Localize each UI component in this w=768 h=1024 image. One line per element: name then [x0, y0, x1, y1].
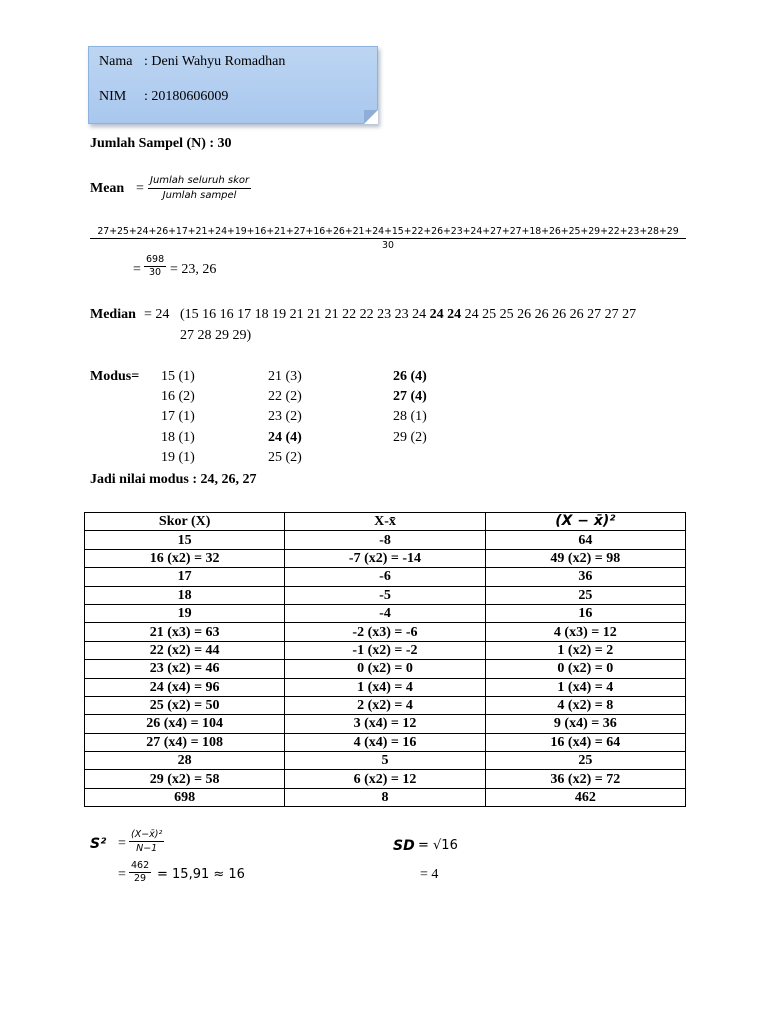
modus-conclusion: Jadi nilai modus : 24, 26, 27 [90, 472, 257, 487]
squared-deviation-cell: 0 (x2) = 0 [485, 660, 685, 678]
sd-result: = 4 [420, 867, 439, 882]
variance-label: S² [90, 836, 107, 852]
skor-cell: 25 (x2) = 50 [85, 696, 285, 714]
table-row [85, 531, 686, 549]
nama-value: : Deni Wahyu Romadhan [144, 54, 286, 69]
skor-cell: 27 (x4) = 108 [85, 733, 285, 751]
table-row [85, 752, 686, 770]
table-row [85, 715, 686, 733]
variance-formula-numerator: (X−x̄)² [131, 829, 163, 840]
deviation-cell: 1 (x4) = 4 [285, 678, 485, 696]
squared-deviation-cell: 16 [485, 604, 685, 622]
table-row [85, 660, 686, 678]
variance-result-numerator: 462 [131, 860, 150, 871]
mean-result-numerator: 698 [146, 254, 165, 265]
variance-result-fraction [129, 860, 151, 885]
mean-result: = 23, 26 [170, 262, 217, 277]
col-header-deviation: X-x̄ [285, 513, 485, 531]
modus-item: 19 (1) [161, 450, 195, 465]
mean-sum-fraction [90, 225, 686, 252]
deviation-table [84, 512, 686, 807]
median-seq-before: (15 16 16 17 18 19 21 21 21 22 22 23 23 24 [180, 307, 430, 322]
col-header-skor: Skor (X) [85, 513, 285, 531]
skor-cell: 19 [85, 604, 285, 622]
squared-deviation-cell: 36 (x2) = 72 [485, 770, 685, 788]
deviation-cell: 3 (x4) = 12 [285, 715, 485, 733]
sample-size: Jumlah Sampel (N) : 30 [90, 136, 232, 151]
variance-formula-denominator: N−1 [129, 841, 164, 855]
skor-cell: 15 [85, 531, 285, 549]
skor-cell: 28 [85, 752, 285, 770]
mean-formula-denominator: Jumlah sampel [148, 188, 251, 203]
table-header-row [85, 513, 686, 531]
median-value: = 24 [144, 307, 170, 322]
modus-item: 18 (1) [161, 430, 195, 445]
modus-item-highlight: 27 (4) [393, 389, 427, 404]
deviation-cell: 6 (x2) = 12 [285, 770, 485, 788]
squared-deviation-cell: 16 (x4) = 64 [485, 733, 685, 751]
skor-cell: 22 (x2) = 44 [85, 641, 285, 659]
table-total-row [85, 788, 686, 806]
nama-label: Nama [99, 54, 133, 69]
skor-cell: 21 (x3) = 63 [85, 623, 285, 641]
variance-result: = 15,91 ≈ 16 [157, 867, 245, 882]
median-sequence-line2: 27 28 29 29) [180, 328, 252, 343]
modus-item: 16 (2) [161, 389, 195, 404]
skor-cell: 29 (x2) = 58 [85, 770, 285, 788]
deviation-cell: 2 (x2) = 4 [285, 696, 485, 714]
deviation-cell: -4 [285, 604, 485, 622]
table-body [85, 531, 686, 807]
mean-result-denominator: 30 [144, 266, 166, 279]
table-row [85, 733, 686, 751]
skor-cell: 24 (x4) = 96 [85, 678, 285, 696]
modus-item: 17 (1) [161, 409, 195, 424]
skor-cell: 18 [85, 586, 285, 604]
squared-deviation-cell: 49 (x2) = 98 [485, 549, 685, 567]
squared-deviation-cell: 64 [485, 531, 685, 549]
modus-item: 29 (2) [393, 430, 427, 445]
skor-cell: 17 [85, 568, 285, 586]
skor-cell: 698 [85, 788, 285, 806]
mean-formula-fraction [148, 174, 251, 203]
deviation-cell: -2 (x3) = -6 [285, 623, 485, 641]
squared-deviation-cell: 9 (x4) = 36 [485, 715, 685, 733]
modus-item: 23 (2) [268, 409, 302, 424]
mean-formula-numerator: Jumlah seluruh skor [150, 175, 250, 186]
squared-deviation-cell: 462 [485, 788, 685, 806]
table-row [85, 586, 686, 604]
table-row [85, 623, 686, 641]
variance-result-equals: = [118, 867, 126, 882]
mean-result-equals: = [133, 262, 141, 277]
card-fold-cutout [364, 110, 378, 124]
deviation-cell: -7 (x2) = -14 [285, 549, 485, 567]
table-row [85, 641, 686, 659]
nim-value: : 20180606009 [144, 89, 229, 104]
squared-deviation-cell: 4 (x3) = 12 [485, 623, 685, 641]
deviation-cell: 0 (x2) = 0 [285, 660, 485, 678]
mean-equals: = [136, 181, 144, 196]
table-row [85, 696, 686, 714]
modus-item: 21 (3) [268, 369, 302, 384]
modus-item: 22 (2) [268, 389, 302, 404]
median-seq-after: 24 25 25 26 26 26 26 27 27 27 [461, 307, 637, 322]
table-row [85, 549, 686, 567]
squared-deviation-cell: 4 (x2) = 8 [485, 696, 685, 714]
squared-deviation-cell: 1 (x2) = 2 [485, 641, 685, 659]
skor-cell: 26 (x4) = 104 [85, 715, 285, 733]
deviation-cell: 8 [285, 788, 485, 806]
sd-label: SD [393, 838, 415, 854]
modus-item: 28 (1) [393, 409, 427, 424]
deviation-cell: -6 [285, 568, 485, 586]
modus-item: 25 (2) [268, 450, 302, 465]
deviation-cell: -8 [285, 531, 485, 549]
deviation-cell: 5 [285, 752, 485, 770]
modus-item-highlight: 24 (4) [268, 430, 302, 445]
sd-formula: = √16 [418, 838, 458, 853]
col-header-squared-deviation: (X − x̄)² [485, 513, 685, 531]
modus-label: Modus= [90, 369, 140, 384]
skor-cell: 23 (x2) = 46 [85, 660, 285, 678]
deviation-cell: -1 (x2) = -2 [285, 641, 485, 659]
median-sequence-line1 [180, 307, 636, 323]
squared-deviation-cell: 1 (x4) = 4 [485, 678, 685, 696]
squared-deviation-cell: 25 [485, 752, 685, 770]
mean-label: Mean [90, 181, 125, 196]
variance-equals: = [118, 836, 126, 851]
modus-item: 15 (1) [161, 369, 195, 384]
table-row [85, 770, 686, 788]
variance-result-denominator: 29 [129, 872, 151, 885]
median-seq-middle: 24 24 [429, 307, 462, 322]
variance-formula-fraction [129, 828, 164, 855]
squared-deviation-cell: 25 [485, 586, 685, 604]
median-label: Median [90, 307, 136, 322]
deviation-cell: -5 [285, 586, 485, 604]
table-row [85, 568, 686, 586]
table-row [85, 604, 686, 622]
table-row [85, 678, 686, 696]
mean-sum-expression: 27+25+24+26+17+21+24+19+16+21+27+16+26+21+24+15+22+26+23+24+27+27+18+26+25+29+22+23+28+29 [97, 226, 679, 237]
skor-cell: 16 (x2) = 32 [85, 549, 285, 567]
nim-label: NIM [99, 89, 127, 104]
mean-sum-denominator: 30 [90, 238, 686, 252]
deviation-cell: 4 (x4) = 16 [285, 733, 485, 751]
squared-deviation-cell: 36 [485, 568, 685, 586]
mean-result-fraction [144, 254, 166, 279]
modus-item-highlight: 26 (4) [393, 369, 427, 384]
